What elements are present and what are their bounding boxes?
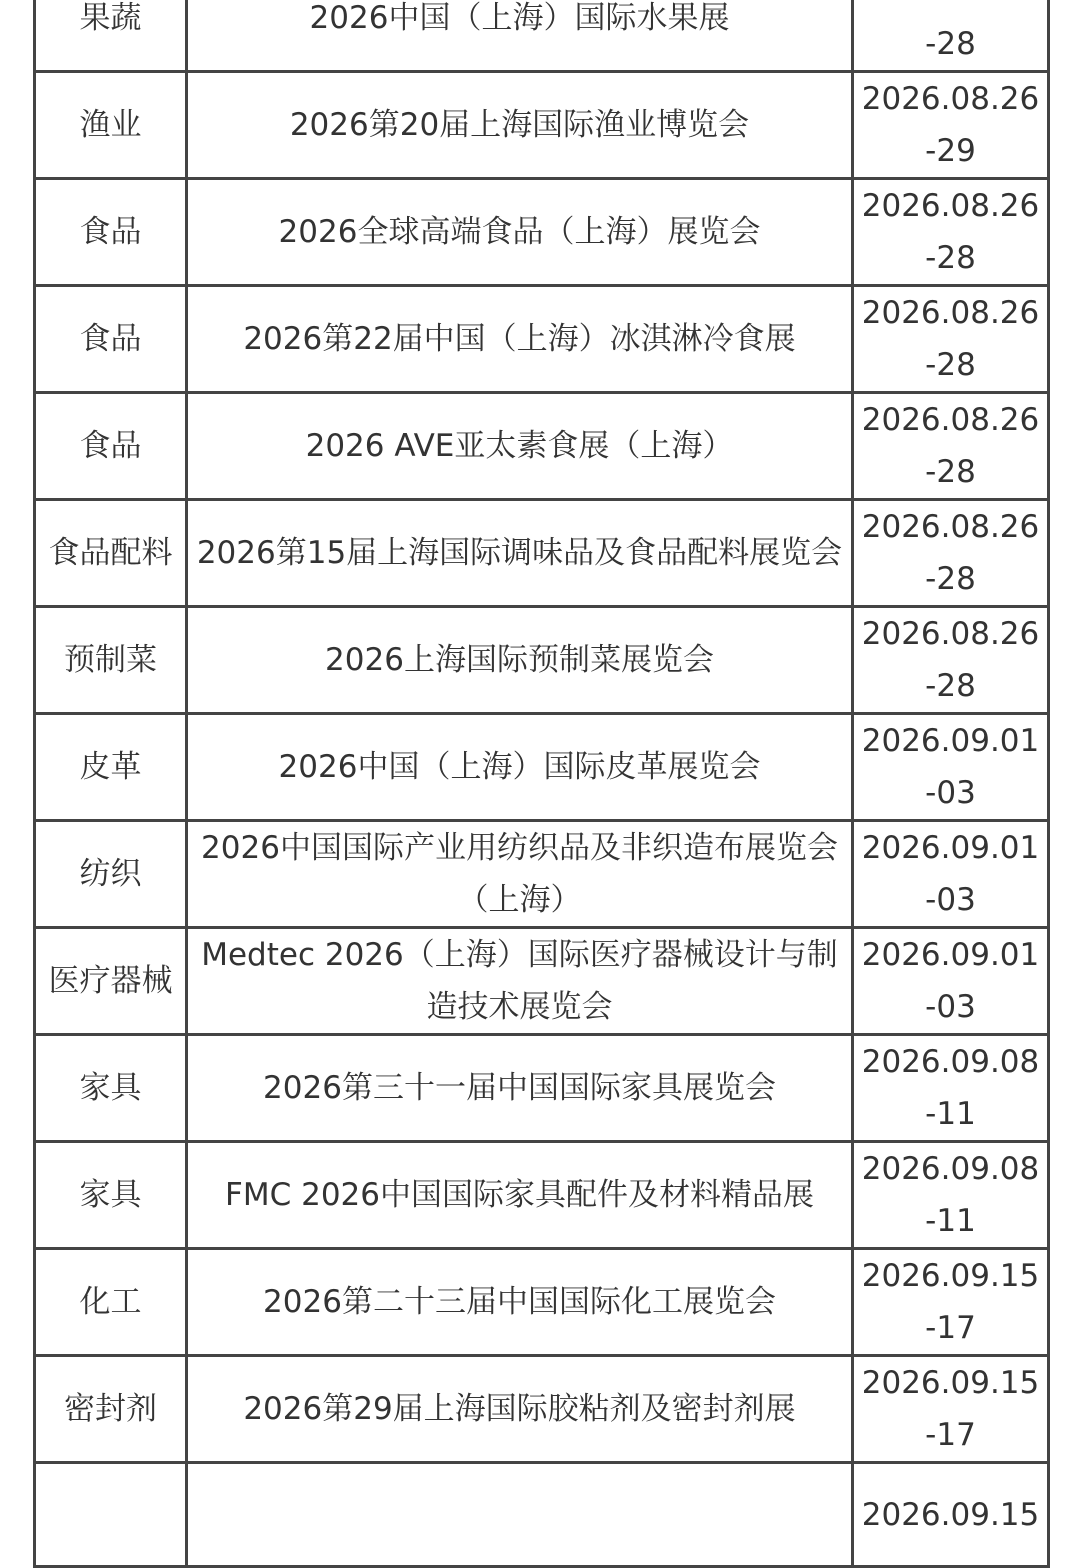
exhibition-table-container [33,0,1047,1568]
exhibition-name-cell: 2026中国国际产业用纺织品及非织造布展览会（上海） [187,821,853,928]
category-cell: 医疗器械 [35,928,187,1035]
table-row [35,1463,1049,1567]
exhibition-name-cell: FMC 2026中国国际家具配件及材料精品展 [187,1142,853,1249]
date-cell: 2026.09.15 [853,1463,1049,1567]
exhibition-name-cell: 2026第二十三届中国国际化工展览会 [187,1249,853,1356]
category-cell: 化工 [35,1249,187,1356]
category-cell: 纺织 [35,821,187,928]
table-row [35,1035,1049,1142]
category-cell: 果蔬 [35,0,187,72]
exhibition-name-cell: 2026第29届上海国际胶粘剂及密封剂展 [187,1356,853,1463]
exhibition-name-cell: 2026第15届上海国际调味品及食品配料展览会 [187,500,853,607]
table-row [35,607,1049,714]
category-cell: 家具 [35,1142,187,1249]
exhibition-name-cell: Medtec 2026（上海）国际医疗器械设计与制造技术展览会 [187,928,853,1035]
category-cell: 皮革 [35,714,187,821]
table-body [35,0,1049,1567]
exhibition-name-cell: 2026中国（上海）国际皮革展览会 [187,714,853,821]
exhibition-name-cell: 2026全球高端食品（上海）展览会 [187,179,853,286]
table-row [35,1356,1049,1463]
category-cell: 预制菜 [35,607,187,714]
category-cell: 食品 [35,393,187,500]
date-cell: 2026.08.26 -28 [853,179,1049,286]
table-row [35,821,1049,928]
date-cell: 2026.08.26 -28 [853,607,1049,714]
table-row [35,1142,1049,1249]
category-cell: 食品配料 [35,500,187,607]
table-row [35,286,1049,393]
table-row [35,1249,1049,1356]
category-cell: 家具 [35,1035,187,1142]
table-row [35,0,1049,72]
date-cell: 2026.09.01 -03 [853,714,1049,821]
date-cell: 2026.08.26 -28 [853,393,1049,500]
category-cell: 密封剂 [35,1356,187,1463]
date-cell: 2026.09.15 -17 [853,1249,1049,1356]
category-cell: 食品 [35,179,187,286]
table-row [35,500,1049,607]
date-cell: 2026.09.01 -03 [853,821,1049,928]
exhibition-name-cell: 2026第三十一届中国国际家具展览会 [187,1035,853,1142]
date-cell: 2026.09.01 -03 [853,928,1049,1035]
exhibition-name-cell: 2026上海国际预制菜展览会 [187,607,853,714]
table-row [35,714,1049,821]
date-cell: -28 [853,0,1049,72]
date-cell: 2026.09.08 -11 [853,1035,1049,1142]
category-cell: 食品 [35,286,187,393]
exhibition-name-cell [187,1463,853,1567]
exhibition-schedule-table [33,0,1050,1568]
date-cell: 2026.09.08 -11 [853,1142,1049,1249]
exhibition-name-cell: 2026第20届上海国际渔业博览会 [187,72,853,179]
table-row [35,928,1049,1035]
date-cell: 2026.08.26 -28 [853,500,1049,607]
date-cell: 2026.08.26 -29 [853,72,1049,179]
date-cell: 2026.08.26 -28 [853,286,1049,393]
category-cell [35,1463,187,1567]
category-cell: 渔业 [35,72,187,179]
table-row [35,72,1049,179]
exhibition-name-cell: 2026中国（上海）国际水果展 [187,0,853,72]
exhibition-name-cell: 2026 AVE亚太素食展（上海） [187,393,853,500]
date-cell: 2026.09.15 -17 [853,1356,1049,1463]
exhibition-name-cell: 2026第22届中国（上海）冰淇淋冷食展 [187,286,853,393]
table-row [35,393,1049,500]
table-row [35,179,1049,286]
